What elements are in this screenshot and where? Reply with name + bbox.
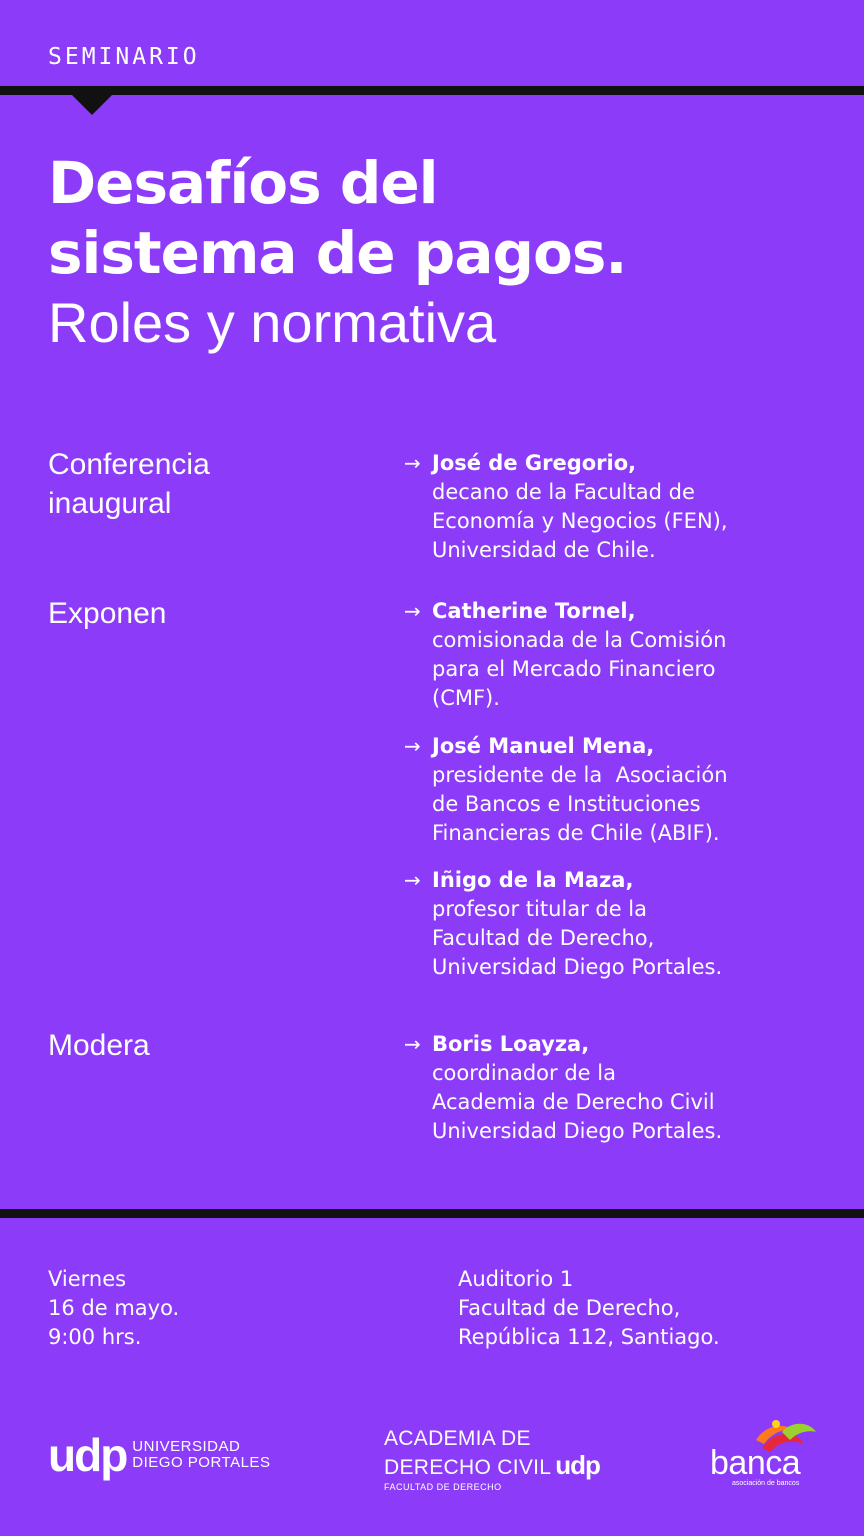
speaker-role-line: Universidad Diego Portales. <box>432 955 723 979</box>
academia-logo-subtitle: FACULTAD DE DERECHO <box>384 1482 502 1492</box>
academia-logo-line: ACADEMIA DE <box>384 1427 531 1450</box>
title-line-2: sistema de pagos. <box>48 219 627 287</box>
speaker-entry <box>404 597 727 713</box>
page-title <box>48 148 626 358</box>
title-line-3: Roles y normativa <box>48 291 497 354</box>
udp-logo-mark: udp <box>48 1429 127 1481</box>
section-label-line: Exponen <box>48 597 167 630</box>
speaker-role-line: para el Mercado Financiero <box>432 657 716 681</box>
speaker-role-line: Academia de Derecho Civil <box>432 1090 715 1114</box>
kicker-label: SEMINARIO <box>48 44 200 70</box>
event-faculty: Facultad de Derecho, <box>458 1296 681 1320</box>
udp-logo-line: UNIVERSIDAD <box>132 1438 241 1455</box>
arrow-icon: → <box>404 599 421 623</box>
academia-logo <box>384 1426 600 1492</box>
banca-logo-subtitle: asociación de bancos <box>732 1480 800 1487</box>
academia-logo-line <box>384 1452 600 1481</box>
speaker-entry <box>404 449 728 565</box>
banca-logo <box>708 1418 818 1492</box>
event-datetime <box>48 1265 179 1352</box>
speaker-role-line: Universidad Diego Portales. <box>432 1119 723 1143</box>
speaker-role-line: decano de la Facultad de <box>432 480 695 504</box>
section-label-line: Conferencia <box>48 448 210 481</box>
section-label-line: Modera <box>48 1029 150 1062</box>
speaker-name: Iñigo de la Maza, <box>432 868 634 892</box>
speaker-entry <box>404 866 723 982</box>
speaker-role-line: comisionada de la Comisión <box>432 628 727 652</box>
academia-logo-name: DERECHO CIVIL <box>384 1456 552 1479</box>
speaker-role-line: Financieras de Chile (ABIF). <box>432 821 720 845</box>
section-label-conferencia <box>48 445 210 523</box>
speaker-entry <box>404 732 728 848</box>
event-location <box>458 1265 720 1352</box>
udp-logo-text <box>132 1439 270 1471</box>
speaker-name: José de Gregorio, <box>432 451 637 475</box>
speaker-role-line: coordinador de la <box>432 1061 616 1085</box>
banca-logo-word: banca <box>710 1444 801 1482</box>
speaker-name: José Manuel Mena, <box>432 734 655 758</box>
speaker-role-line: Universidad de Chile. <box>432 538 656 562</box>
speaker-name: Catherine Tornel, <box>432 599 636 623</box>
speaker-role-line: de Bancos e Instituciones <box>432 792 701 816</box>
event-venue: Auditorio 1 <box>458 1267 574 1291</box>
divider-notch <box>70 93 114 115</box>
event-day: Viernes <box>48 1267 127 1291</box>
section-label-modera <box>48 1026 150 1065</box>
title-line-1: Desafíos del <box>48 149 438 217</box>
bottom-divider <box>0 1209 864 1218</box>
arrow-icon: → <box>404 1032 421 1056</box>
speaker-role-line: Economía y Negocios (FEN), <box>432 509 728 533</box>
event-address: República 112, Santiago. <box>458 1325 720 1349</box>
udp-logo <box>48 1429 271 1481</box>
speaker-role-line: Facultad de Derecho, <box>432 926 655 950</box>
event-time: 9:00 hrs. <box>48 1325 142 1349</box>
arrow-icon: → <box>404 734 421 758</box>
arrow-icon: → <box>404 451 421 475</box>
arrow-icon: → <box>404 868 421 892</box>
udp-logo-line: DIEGO PORTALES <box>132 1454 271 1471</box>
section-label-line: inaugural <box>48 487 172 520</box>
speaker-role-line: profesor titular de la <box>432 897 648 921</box>
event-date: 16 de mayo. <box>48 1296 180 1320</box>
speaker-role-line: presidente de la Asociación <box>432 763 728 787</box>
speaker-entry <box>404 1030 723 1146</box>
speaker-name: Boris Loayza, <box>432 1032 590 1056</box>
section-label-exponen <box>48 594 166 633</box>
top-divider <box>0 86 864 95</box>
speaker-role-line: (CMF). <box>432 686 500 710</box>
academia-logo-mark: udp <box>555 1450 600 1480</box>
